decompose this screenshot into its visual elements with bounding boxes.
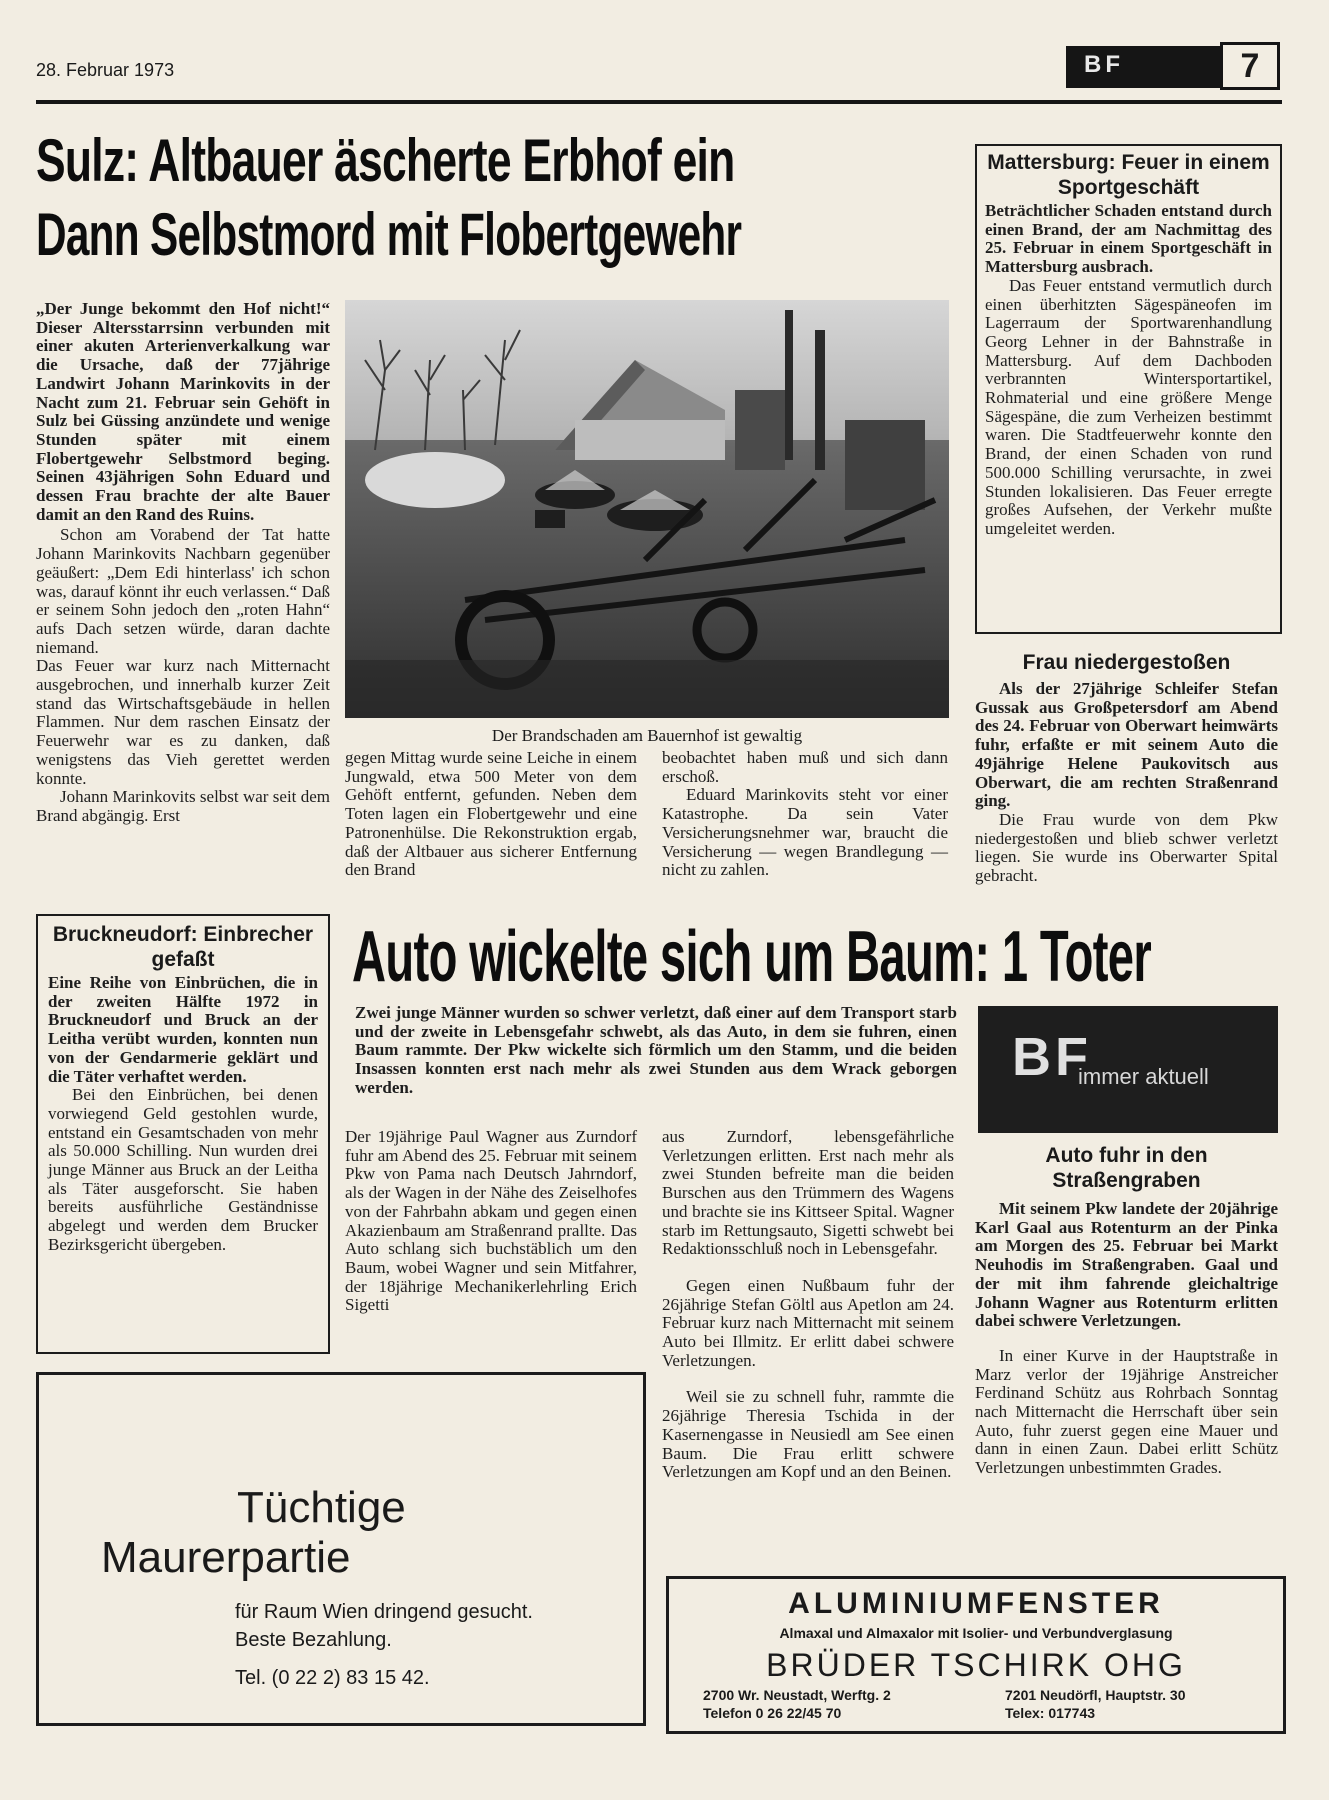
auto-col1-text: Der 19jährige Paul Wagner aus Zurndorf fuhr am Abend des 25. Februar mit seinem Pkw von Pama nach Deutsch Jahrndorf, als der Wagen in der Nähe des Zeiselhofes von der Fahrbahn abkam und gegen einen Akazienbaum am Straßenrand prallte. Das Auto schlang sich buchstäblich um den Baum, wobei Wagner und sein Mitfahrer, der 18jährige Mechanikerlehrling Erich Sigetti (345, 1127, 637, 1315)
ad-maurer-title1: Tüchtige (237, 1483, 406, 1532)
ad-alu-company: BRÜDER TSCHIRK OHG (766, 1647, 1186, 1683)
ad-maurer-phone: Tel. (0 22 2) 83 15 42. (235, 1667, 430, 1689)
bruckneudorf-title: Bruckneudorf: Einbrecher gefaßt (52, 923, 314, 971)
header-rule (36, 100, 1282, 104)
fire-damage-photo (345, 300, 949, 718)
photo-caption: Der Brandschaden am Bauernhof ist gewaltig (491, 726, 803, 745)
issue-date: 28. Februar 1973 (36, 60, 175, 80)
mattersburg-title: Mattersburg: Feuer in einem Sportgeschäft (987, 151, 1270, 199)
lead-col3a: beobachtet haben muß und sich dann erschoß. (662, 748, 948, 786)
mattersburg-lead: Beträchtlicher Schaden entstand durch einen Brand, der am Nachmittag des 25. Februar in einem Sportgeschäft in Mattersburg ausbrach. (985, 201, 1272, 277)
auto-col1 (345, 1128, 637, 1315)
lead-headline-line1: Sulz: Altbauer äscherte Erbhof ein (36, 127, 735, 194)
lead-col3b: Eduard Marinkovits steht vor einer Katastrophe. Da sein Vater Versicherungsnehmer war, braucht die Versicherung — wegen Brandlegung — nicht zu zahlen. (662, 785, 948, 880)
lead-intro: „Der Junge bekommt den Hof nicht!“ Dieser Altersstarrsinn verbunden mit einer akuten Arterienverkalkung war die Ursache, daß der 77jährige Landwirt Johann Marinkovits in der Nacht zum 21. Februar sein Gehöft in Sulz bei Güssing anzündete und wenige Stunden später mit einem Flobertgewehr Selbstmord beging. Seinen 43jährigen Sohn Eduard und dessen Frau brachte der alte Bauer damit an den Rand des Ruins. (36, 299, 330, 524)
frau-body: Die Frau wurde von dem Pkw niedergestoßen und blieb schwer verletzt liegen. Sie wurde ins Oberwarter Spital gebracht. (975, 809, 1278, 886)
frau-lead: Als der 27jährige Schleifer Stefan Gussak aus Großpetersdorf am Abend des 24. Februar von Oberwart heimwärts fuhr, erfaßte er mit seinem Auto die 49jährige Helene Paukovitsch aus Oberwart, die am rechten Straßenrand ging. (975, 679, 1278, 811)
ad-maurerpartie (36, 1372, 646, 1726)
auto-lead: Zwei junge Männer wurden so schwer verletzt, daß einer auf dem Transport starb und der zweite in Lebensgefahr schwebt, als das Auto, in dem sie fuhren, einen Baum rammte. Der Pkw wickelte sich förmlich um den Stamm, und die beiden Insassen konnten erst nach mehr als zwei Stunden aus dem Wrack geborgen werden. (355, 1003, 957, 1097)
bruckneudorf-text (48, 974, 318, 1255)
mattersburg-body: Das Feuer entstand vermutlich durch einen überhitzten Sägespäneofen im Lagerraum der Sportwarenhandlung Georg Lehner in der Bahnstraße in Mattersburg. Auf dem Dachboden verbrannten Wintersportartikel, Rohmaterial und eine größere Menge Sägespäne, die zum Verheizen bestimmt waren. Die Stadtfeuerwehr konnte den Brand, der einen Schaden von rund 500.000 Schilling verursachte, in zwei Stunden lokalisieren. Das Feuer erregte großes Aufsehen, der Verkehr mußte umgeleitet werden. (985, 275, 1272, 538)
lead-headline-line2: Dann Selbstmord mit Flobertgewehr (36, 201, 742, 268)
bruckneudorf-lead: Eine Reihe von Einbrüchen, die in der zweiten Hälfte 1972 in Bruckneudorf und Bruck an der Leitha verübt wurden, konnten nun von der Gendarmerie geklärt und die Täter verhaftet werden. (48, 973, 318, 1086)
lead-para2: Das Feuer war kurz nach Mitternacht ausgebrochen, und innerhalb kurzer Zeit stand das Wirtschaftsgebäude in hellen Flammen. Nur dem raschen Einsatz der Feuerwehr war es zu danken, daß wenigstens das Vieh gerettet werden konnte. (36, 656, 330, 788)
section-label: BF (1084, 51, 1124, 78)
frau-text (975, 680, 1278, 886)
ad-alu-subtitle: Almaxal und Almaxalor mit Isolier- und Verbundverglasung (779, 1625, 1173, 1641)
ad-alu-addr2-b: Telex: 017743 (1005, 1705, 1096, 1721)
auto-col2b: Gegen einen Nußbaum fuhr der 26jährige Stefan Göltl aus Apetlon am 24. Februar kurz nach Mitternacht mit seinem Auto bei Illmitz. Er erlitt dabei schwere Verletzungen. (662, 1275, 954, 1370)
strassengraben-lead: Mit seinem Pkw landete der 20jährige Karl Gaal aus Rotenturm an der Pinka am Morgen des 25. Februar bei Markt Neuhodis im Straßengraben. Gaal und der mit ihm fahrende gleichaltrige Johann Wagner aus Rotenturm erlitten dabei schwere Verletzungen. (975, 1199, 1278, 1331)
lead-para3: Johann Marinkovits selbst war seit dem Brand abgängig. Erst (36, 787, 330, 825)
ad-aluminiumfenster (666, 1576, 1286, 1734)
auto-headline: Auto wickelte sich um Baum: 1 Toter (352, 917, 1152, 997)
bf-banner-logo: BF (1012, 1027, 1092, 1087)
bf-promo-banner (978, 1006, 1278, 1133)
lead-para1: Schon am Vorabend der Tat hatte Johann Marinkovits Nachbarn gegenüber geäußert: „Dem Edi hinterlass' ich schon was, darauf könnt ihr euch verlassen.“ Daß er seinem Sohn jedoch den „roten Hahn“ aufs Dach setzen würde, daran dachte niemand. (36, 525, 330, 657)
ad-maurer-title2: Maurerpartie (101, 1533, 351, 1582)
ad-alu-addr1-b: Telefon 0 26 22/45 70 (703, 1705, 842, 1721)
auto-col2c: Weil sie zu schnell fuhr, rammte die 26jährige Theresia Tschida in der Kasernengasse in Neusiedl am See einen Baum. Die Frau erlitt schwere Verletzungen am Kopf und an den Beinen. (662, 1387, 954, 1482)
lead-story-col1 (36, 300, 330, 826)
page-number: 7 (1220, 42, 1280, 90)
ad-maurer-line1: für Raum Wien dringend gesucht. (235, 1601, 533, 1623)
mattersburg-text (985, 202, 1272, 539)
auto-col2a: aus Zurndorf, lebensgefährliche Verletzungen erlitten. Erst nach mehr als zwei Stunden befreite man die beiden Burschen aus den Trümmern des Wagens und brachte sie ins Kittseer Spital. Wagner starb im Rettungsauto, Sigetti schwebt bei Redaktionsschluß noch in Lebensgefahr. (662, 1127, 954, 1259)
auto-col2 (662, 1128, 954, 1482)
bruckneudorf-box (36, 914, 330, 1354)
lead-story-col3 (662, 749, 948, 880)
lead-col2-text: gegen Mittag wurde seine Leiche in einem Jungwald, etwa 500 Meter von dem Gehöft entfernt, gefunden. Neben dem Toten lagen ein Flobertgewehr und eine Patronenhülse. Die Rekonstruktion ergab, daß der Altbauer aus sicherer Entfernung den Brand (345, 748, 637, 880)
strassengraben-body: In einer Kurve in der Hauptstraße in Marz verlor der 19jährige Anstreicher Ferdinand Schütz aus Rohrbach Sonntag nach Mitternacht die Herrschaft über sein Auto, fuhr zuerst gegen eine Mauer und dann in einen Zaun. Dabei erlitt Schütz Verletzungen unbestimmten Grades. (975, 1345, 1278, 1478)
strassengraben-text (975, 1200, 1278, 1478)
ad-alu-title: ALUMINIUMFENSTER (788, 1587, 1164, 1620)
section-tab (1066, 46, 1228, 88)
mattersburg-box (975, 144, 1282, 634)
ad-alu-addr2-a: 7201 Neudörfl, Hauptstr. 30 (1005, 1687, 1186, 1703)
frau-title: Frau niedergestoßen (1022, 651, 1231, 674)
bf-banner-tagline: immer aktuell (1078, 1064, 1209, 1089)
lead-story-col2 (345, 749, 637, 880)
strassengraben-title: Auto fuhr in den Straßengraben (1045, 1144, 1208, 1192)
ad-alu-addr1-a: 2700 Wr. Neustadt, Werftg. 2 (703, 1687, 891, 1703)
bruckneudorf-body: Bei den Einbrüchen, bei denen vorwiegend Geld gestohlen wurde, entstand ein Gesamtschaden von mehr als 50.000 Schilling. Nun wurden drei junge Männer aus Bruck an der Leitha als Täter ausgeforscht. Sie haben bereits ausführliche Geständnisse abgelegt und werden dem Brucker Bezirksgericht übergeben. (48, 1085, 318, 1254)
ad-maurer-line2: Beste Bezahlung. (235, 1629, 392, 1651)
